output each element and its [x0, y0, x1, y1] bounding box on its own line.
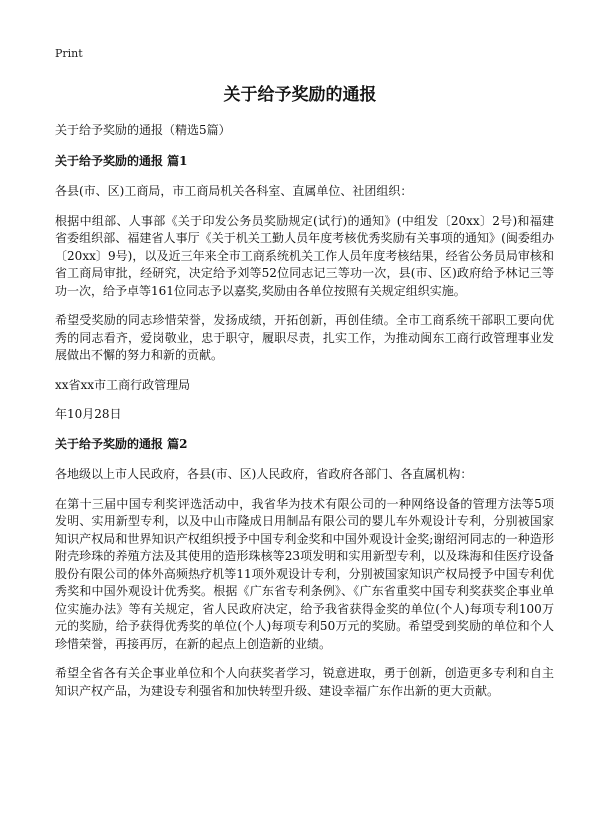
document-body: [55, 122, 554, 700]
section-1-paragraph: 根据中组部、人事部《关于印发公务员奖励规定(试行)的通知》(中组发〔20xx〕2号)和福建省委组织部、福建省人事厅《关于机关工勤人员年度考核优秀奖励有关事项的通知》(闽委组办〔20xx〕9号)，以及近三年来全市工商系统机关工作人员年度考核结果，经省公务员局审核和省工商局审批，经研究，决定给予刘等52位同志记三等功一次，县(市、区)政府给予林记三等功一次，给予卓等161位同志予以嘉奖,奖励由各单位按照有关规定组织实施。: [55, 213, 554, 298]
section-1-paragraph: 希望受奖励的同志珍惜荣誉，发扬成绩，开拓创新，再创佳绩。全市工商系统干部职工要向优秀的同志看齐，爱岗敬业，忠于职守，履职尽责，扎实工作，为推动闽东工商行政管理事业发展做出不懈的努力和新的贡献。: [55, 313, 554, 362]
section-1-signature: xx省xx市工商行政管理局: [55, 377, 191, 392]
section-1-salutation: 各县(市、区)工商局，市工商局机关各科室、直属单位、社团组织：: [55, 184, 413, 198]
section-1-date: 年10月28日: [55, 407, 122, 421]
section-2-paragraph: 在第十三届中国专利奖评选活动中，我省华为技术有限公司的一种网络设备的管理方法等5项发明、实用新型专利，以及中山市隆成日用制品有限公司的婴儿车外观设计专利，分别被国家知识产权局和世界知识产权组织授予中国专利金奖和中国外观设计金奖;谢绍河同志的一种造形附壳珍珠的养殖方法及其使用的造形珠核等23项发明和实用新型专利，以及珠海和佳医疗设备股份有限公司的体外高频热疗机等11项外观设计专利，分别被国家知识产权局授予中国专利优秀奖和中国外观设计优秀奖。根据《广东省专利条例》、《广东省重奖中国专利奖获奖企事业单位实施办法》等有关规定，省人民政府决定，给予我省获得金奖的单位(个人)每项专利100万元的奖励，给予获得优秀奖的单位(个人)每项专利50万元的奖励。希望受到奖励的单位和个人珍惜荣誉，再接再厉，在新的起点上创造新的业绩。: [55, 496, 554, 651]
document-subtitle: 关于给予奖励的通报（精选5篇）: [55, 123, 231, 137]
page-title: 关于给予奖励的通报: [223, 85, 377, 105]
section-2-salutation: 各地级以上市人民政府，各县(市、区)人民政府，省政府各部门、各直属机构：: [55, 467, 473, 481]
section-2-heading: 关于给予奖励的通报 篇2: [55, 436, 188, 451]
section-2-paragraph: 希望全省各有关企事业单位和个人向获奖者学习，锐意进取，勇于创新，创造更多专利和自主知识产权产品，为建设专利强省和加快转型升级、建设幸福广东作出新的更大贡献。: [55, 666, 554, 698]
section-1-heading: 关于给予奖励的通报 篇1: [55, 153, 188, 168]
print-label: Print: [55, 47, 83, 60]
